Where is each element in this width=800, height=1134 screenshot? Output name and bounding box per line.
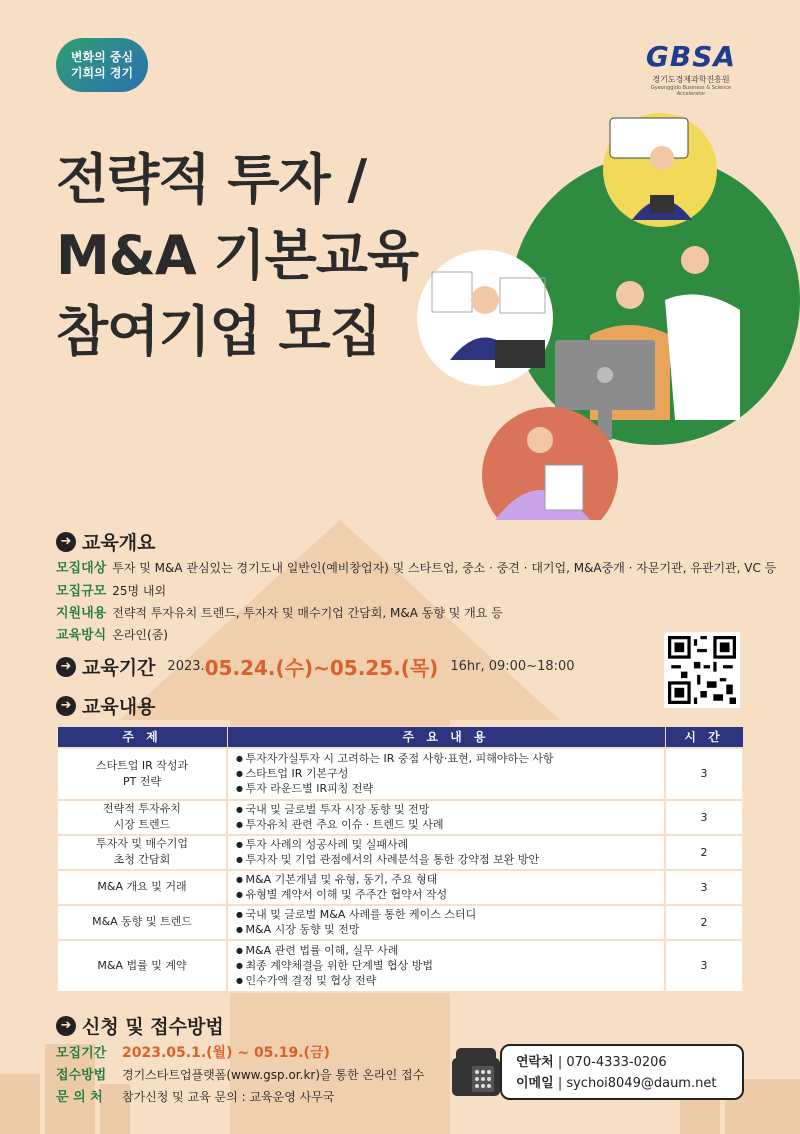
topic-line: 초청 간담회 <box>113 853 171 866</box>
content-item: ● 국내 및 글로벌 M&A 사례를 통한 케이스 스터디 <box>236 907 664 922</box>
overview-key: 교육방식 <box>56 628 107 643</box>
contact-email-row: 이메일 | sychoi8049@daum.net <box>516 1076 717 1091</box>
topic-line: PT 전략 <box>122 774 162 788</box>
topic-line: M&A 동향 및 트렌드 <box>92 915 192 928</box>
apply-period-key: 모집기간 <box>56 1046 107 1061</box>
apply-contact-key: 문 의 처 <box>56 1090 103 1105</box>
contact-phone[interactable]: 070-4333-0206 <box>566 1055 667 1070</box>
apply-period-value: 2023.05.1.(월) ~ 05.19.(금) <box>122 1045 330 1061</box>
logo-mark: GBSA <box>645 40 737 73</box>
overview-value: 온라인(줌) <box>112 628 168 642</box>
content-heading <box>56 692 155 719</box>
contact-phone-key: 연락처 <box>516 1055 554 1070</box>
row-content <box>227 835 665 870</box>
row-content <box>227 870 665 905</box>
table-row <box>57 905 743 940</box>
apply-heading-text: 신청 및 접수방법 <box>82 1016 224 1038</box>
row-content <box>227 905 665 940</box>
row-content <box>227 940 665 992</box>
content-heading-text: 교육내용 <box>82 696 156 718</box>
content-item: ● 투자자 및 기업 관점에서의 사례분석을 통한 강약점 보완 방안 <box>236 852 664 867</box>
gbsa-logo <box>636 40 746 97</box>
overview-heading-text: 교육개요 <box>82 532 156 554</box>
apply-contact-row <box>56 1086 334 1105</box>
table-row <box>57 940 743 992</box>
row-hours: 3 <box>665 748 743 800</box>
overview-row-method <box>56 624 168 643</box>
qr-code-icon[interactable] <box>664 632 740 708</box>
row-topic <box>57 800 227 835</box>
content-item: ● 인수가액 결정 및 협상 전략 <box>236 973 664 988</box>
overview-key: 지원내용 <box>56 606 107 621</box>
content-item: ● 유형별 계약서 이해 및 주주간 협약서 작성 <box>236 887 664 902</box>
content-item: ● M&A 시장 동향 및 전망 <box>236 922 664 937</box>
table-row <box>57 835 743 870</box>
apply-method-key: 접수방법 <box>56 1068 107 1083</box>
content-item: ● M&A 관련 법률 이해, 실무 사례 <box>236 943 664 958</box>
topic-line: M&A 개요 및 거래 <box>97 880 187 893</box>
arrow-right-icon: ➜ <box>56 696 76 716</box>
badge-line-2: 기회의 경기 <box>70 66 134 80</box>
content-item: ● M&A 기본개념 및 유형, 동기, 주요 형태 <box>236 872 664 887</box>
row-content <box>227 800 665 835</box>
row-topic <box>57 870 227 905</box>
arrow-right-icon: ➜ <box>56 657 76 677</box>
row-content <box>227 748 665 800</box>
telephone-icon <box>448 1044 504 1100</box>
logo-name: 경기도경제과학진흥원 <box>652 75 730 84</box>
header-topic: 주 제 <box>57 727 227 748</box>
header-hours: 시 간 <box>665 727 743 748</box>
business-people-illustration <box>410 100 800 520</box>
contact-email[interactable]: sychoi8049@daum.net <box>566 1076 717 1091</box>
contact-phone-row: 연락처 | 070-4333-0206 <box>516 1055 667 1070</box>
overview-heading <box>56 528 155 555</box>
content-item: ● 국내 및 글로벌 투자 시장 동향 및 전망 <box>236 802 664 817</box>
table-row <box>57 748 743 800</box>
badge-line-1: 변화의 중심 <box>70 50 134 64</box>
overview-row-target <box>56 557 776 576</box>
row-topic <box>57 905 227 940</box>
period-year: 2023. <box>167 659 205 674</box>
overview-value: 전략적 투자유치 트렌드, 투자자 및 매수기업 간담회, M&A 동향 및 개요 등 <box>112 606 503 620</box>
page-title <box>56 142 418 370</box>
apply-method-value: 경기스타트업플랫폼(www.gsp.or.kr)을 통한 온라인 접수 <box>122 1068 425 1082</box>
period-time: 16hr, 09:00~18:00 <box>450 659 575 674</box>
gyeonggi-slogan-badge <box>56 38 148 92</box>
overview-key: 모집규모 <box>56 584 107 599</box>
period-dates: 05.24.(수)~05.25.(목) <box>204 656 439 680</box>
row-hours: 2 <box>665 905 743 940</box>
row-hours: 2 <box>665 835 743 870</box>
period-row <box>56 652 575 681</box>
apply-period-row <box>56 1042 330 1062</box>
period-heading-text: 교육기간 <box>82 657 156 679</box>
content-item: ● 투자 라운드별 IR피칭 전략 <box>236 781 664 796</box>
apply-heading <box>56 1012 224 1039</box>
content-item: ● 최종 계약체결을 위한 단계별 협상 방법 <box>236 958 664 973</box>
content-item: ● 투자 사례의 성공사례 및 실패사례 <box>236 837 664 852</box>
topic-line: 투자자 및 매수기업 <box>95 837 188 850</box>
title-line-2: M&A 기본교육 <box>56 224 419 287</box>
row-topic <box>57 748 227 800</box>
topic-line: M&A 법률 및 계약 <box>97 958 187 972</box>
header-content: 주 요 내 용 <box>227 727 665 748</box>
row-hours: 3 <box>665 800 743 835</box>
period-heading <box>56 653 155 680</box>
logo-name-en: Gyeonggido Business & Science Accelerator <box>650 85 732 97</box>
title-line-1: 전략적 투자 / <box>56 148 367 211</box>
content-item: ● 투자유치 관련 주요 이슈 · 트렌드 및 사례 <box>236 817 664 832</box>
row-hours: 3 <box>665 870 743 905</box>
contact-email-key: 이메일 <box>516 1076 554 1091</box>
table-row <box>57 870 743 905</box>
overview-row-support <box>56 602 503 621</box>
topic-line: 시장 트렌드 <box>113 818 171 831</box>
overview-value: 25명 내외 <box>112 584 167 598</box>
overview-key: 모집대상 <box>56 561 107 576</box>
apply-method-row <box>56 1064 424 1083</box>
overview-row-scale <box>56 580 166 599</box>
table-row <box>57 800 743 835</box>
topic-line: 전략적 투자유치 <box>103 802 181 815</box>
arrow-right-icon: ➜ <box>56 1016 76 1036</box>
content-item: ● 스타트업 IR 기본구성 <box>236 766 664 781</box>
topic-line: 스타트업 IR 작성과 <box>95 758 189 772</box>
apply-contact-value: 참가신청 및 교육 문의 : 교육운영 사무국 <box>122 1090 335 1104</box>
row-topic <box>57 835 227 870</box>
overview-value: 투자 및 M&A 관심있는 경기도내 일반인(예비창업자) 및 스타트업, 중소 · 중견 · 대기업, M&A중개 · 자문기관, 유관기관, VC 등 <box>112 561 777 575</box>
table-header-row <box>57 727 743 748</box>
row-topic <box>57 940 227 992</box>
schedule-table <box>56 726 744 993</box>
arrow-right-icon: ➜ <box>56 532 76 552</box>
title-line-3: 참여기업 모집 <box>56 300 381 363</box>
contact-box <box>500 1044 744 1100</box>
content-item: ● 투자자가실투자 시 고려하는 IR 중점 사항·표현, 피해야하는 사항 <box>236 751 664 766</box>
row-hours: 3 <box>665 940 743 992</box>
